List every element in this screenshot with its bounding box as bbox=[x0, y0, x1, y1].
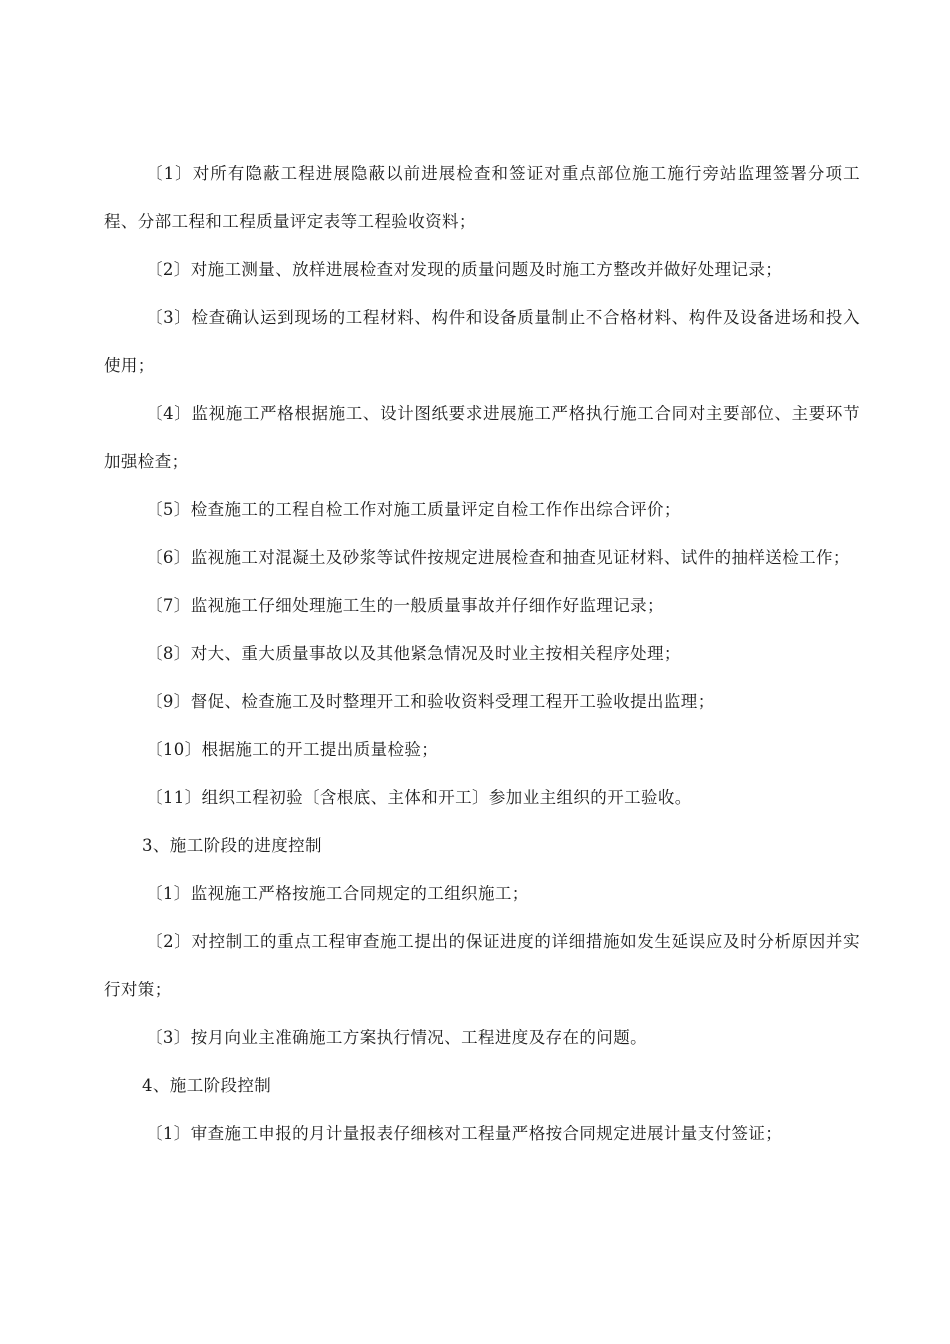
paragraph-quality-7: 〔7〕监视施工仔细处理施工生的一般质量事故并仔细作好监理记录； bbox=[146, 596, 664, 615]
paragraph-progress-1: 〔1〕监视施工严格按施工合同规定的工组织施工； bbox=[146, 884, 529, 903]
document-body bbox=[104, 150, 860, 1158]
paragraph-control-1: 〔1〕审查施工申报的月计量报表仔细核对工程量严格按合同规定进展计量支付签证； bbox=[146, 1124, 783, 1143]
paragraph-quality-2: 〔2〕对施工测量、放样进展检查对发现的质量问题及时施工方整改并做好处理记录； bbox=[146, 260, 783, 279]
paragraph-quality-5: 〔5〕检查施工的工程自检工作对施工质量评定自检工作作出综合评价； bbox=[146, 500, 681, 519]
paragraph-quality-6: 〔6〕监视施工对混凝土及砂浆等试件按规定进展检查和抽查见证材料、试件的抽样送检工作； bbox=[146, 548, 850, 567]
paragraph-quality-8: 〔8〕对大、重大质量事故以及其他紧急情况及时业主按相关程序处理； bbox=[146, 644, 681, 663]
paragraph-progress-3: 〔3〕按月向业主准确施工方案执行情况、工程进度及存在的问题。 bbox=[146, 1028, 647, 1047]
paragraph-quality-10: 〔10〕根据施工的开工提出质量检验； bbox=[146, 740, 439, 759]
section-heading-control: 4、施工阶段控制 bbox=[142, 1076, 272, 1095]
paragraph-progress-2: 〔2〕对控制工的重点工程审查施工提出的保证进度的详细措施如发生延误应及时分析原因并实行对策； bbox=[104, 932, 860, 999]
paragraph-quality-3: 〔3〕检查确认运到现场的工程材料、构件和设备质量制止不合格材料、构件及设备进场和投入使用； bbox=[104, 308, 860, 375]
paragraph-quality-1: 〔1〕对所有隐蔽工程进展隐蔽以前进展检查和签证对重点部位施工施行旁站监理签署分项工程、分部工程和工程质量评定表等工程验收资料； bbox=[104, 164, 860, 231]
paragraph-quality-11: 〔11〕组织工程初验〔含根底、主体和开工〕参加业主组织的开工验收。 bbox=[146, 788, 692, 807]
section-heading-progress: 3、施工阶段的进度控制 bbox=[142, 836, 322, 855]
paragraph-quality-4: 〔4〕监视施工严格根据施工、设计图纸要求进展施工严格执行施工合同对主要部位、主要环节加强检查； bbox=[104, 404, 860, 471]
paragraph-quality-9: 〔9〕督促、检查施工及时整理开工和验收资料受理工程开工验收提出监理； bbox=[146, 692, 715, 711]
